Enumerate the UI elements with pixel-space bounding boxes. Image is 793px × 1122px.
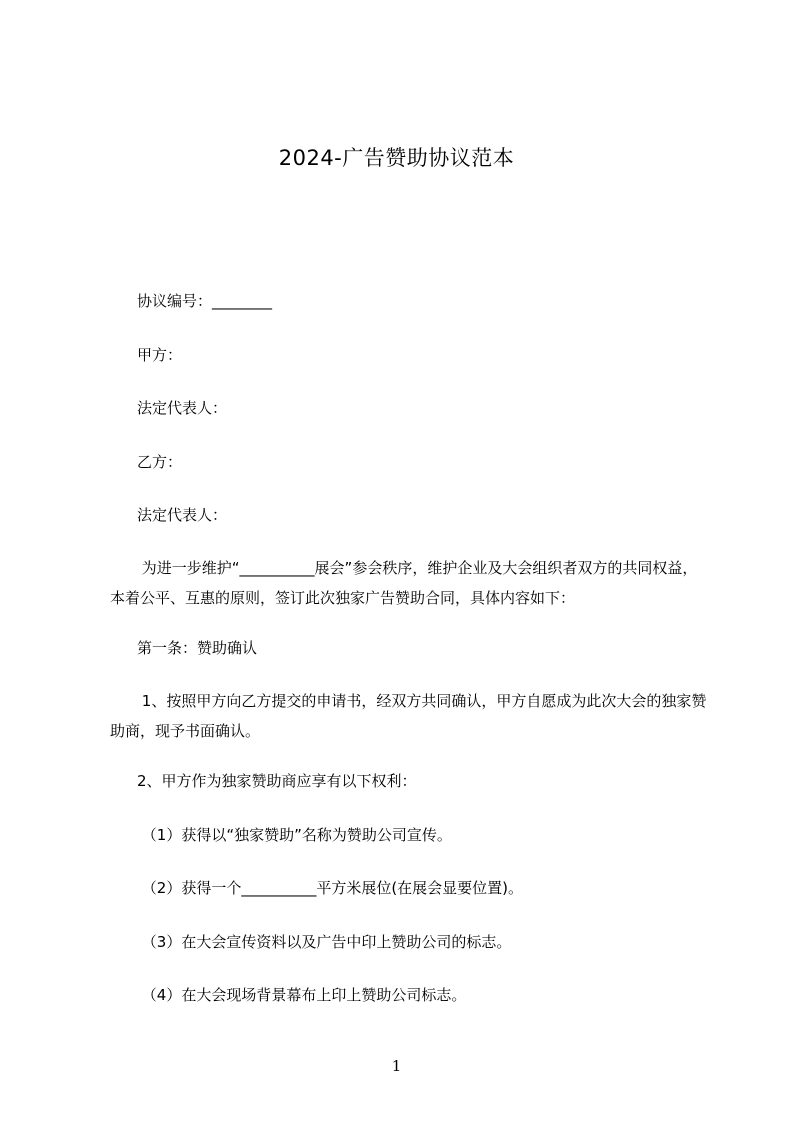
right-item-2: （2）获得一个__________平方米展位(在展会显要位置)。: [137, 879, 524, 897]
document-title: 2024-广告赞助协议范本: [278, 146, 515, 170]
right-item-3: （3）在大会宣传资料以及广告中印上赞助公司的标志。: [137, 933, 512, 951]
party-b-legal-rep-line: 法定代表人：: [137, 506, 228, 524]
party-b-line: 乙方：: [137, 453, 183, 471]
party-a-line: 甲方：: [137, 346, 183, 364]
agreement-number-line: 协议编号：________: [137, 292, 273, 310]
party-a-legal-rep-line: 法定代表人：: [137, 399, 228, 417]
clause-2-paragraph: 2、甲方作为独家赞助商应享有以下权利：: [137, 772, 417, 790]
preamble-paragraph: 为进一步维护“__________展会”参会秩序，维护企业及大会组织者双方的共同权益，本着公平、互惠的原则，签订此次独家广告赞助合同，具体内容如下：: [110, 559, 698, 607]
right-item-4: （4）在大会现场背景幕布上印上赞助公司标志。: [137, 986, 467, 1004]
clause-1-paragraph: 1、按照甲方向乙方提交的申请书，经双方共同确认，甲方自愿成为此次大会的独家赞助商，现予书面确认。: [110, 692, 707, 740]
right-item-1: （1）获得以“独家赞助”名称为赞助公司宣传。: [137, 826, 452, 844]
page-number: 1: [391, 1057, 402, 1075]
article-one-heading: 第一条：赞助确认: [137, 639, 258, 657]
